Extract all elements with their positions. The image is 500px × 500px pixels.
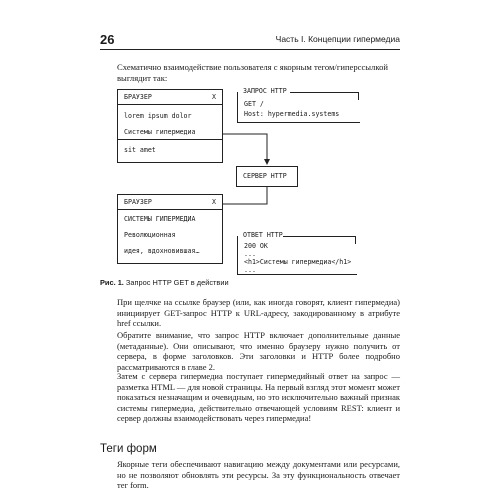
response-ellipsis: ... — [244, 266, 256, 274]
http-server-box — [236, 166, 298, 187]
body-text: идея, вдохновившая… — [124, 247, 200, 255]
request-host: Host: hypermedia.systems — [244, 110, 340, 118]
request-box-top-rule — [290, 92, 359, 93]
request-line: GET / — [244, 100, 264, 108]
caption-text: Запрос HTTP GET в действии — [125, 278, 229, 287]
response-status: 200 OK — [244, 242, 268, 250]
paragraph-2: Обратите внимание, что запрос HTTP включает дополнительные данные (метаданные). Они описывают, что именно браузеру нужно получить от сервера, в форме заголовков. Эти заголовки и HTTP более подробно рассматриваются в главе 2. — [117, 330, 400, 372]
request-box-right-rule — [358, 92, 359, 100]
body-text: sit amet — [124, 146, 156, 154]
page-number: 26 — [100, 32, 115, 47]
request-title: ЗАПРОС HTTP — [243, 87, 287, 95]
section-title: Теги форм — [100, 443, 157, 455]
title-divider — [118, 104, 222, 105]
close-icon: X — [212, 93, 216, 101]
browser-title: БРАУЗЕР — [124, 198, 152, 206]
browser-window-2 — [117, 194, 223, 264]
response-ellipsis: ... — [244, 250, 256, 258]
link-underline — [118, 139, 222, 140]
hyperlink: Системы гипермедиа — [124, 128, 196, 136]
http-request-box — [237, 87, 360, 123]
response-title: ОТВЕТ HTTP — [243, 231, 283, 239]
page-heading: СИСТЕМЫ ГИПЕРМЕДИА — [124, 215, 196, 223]
figure-caption — [100, 278, 229, 287]
browser-title: БРАУЗЕР — [124, 93, 152, 101]
body-text: Революционная — [124, 231, 176, 239]
intro-text: Схематично взаимодействие пользователя с якорным тегом/гиперссылкой выглядит так: — [117, 62, 388, 83]
paragraph-3: Затем с сервера гипермедиа поступает гипермедийный ответ на запрос — разметка HTML — для новой страницы. На первый взгляд этот момент может показаться незначащим и очевидным, но это исключительно важный признак системы гипермедиа, действительно отвечающей условиям REST: клиент и сервер должны взаимодействовать через гипермедиа! — [117, 371, 400, 424]
response-box-right-rule — [355, 236, 356, 244]
server-label: СЕРВЕР HTTP — [243, 172, 287, 180]
paragraph-4: Якорные теги обеспечивают навигацию между документами или ресурсами, но не позволяют обновлять эти ресурсы. За эту функциональность отвечает тег form. — [117, 459, 400, 491]
response-body: <h1>Системы гипермедиа</h1> — [244, 258, 352, 266]
http-response-box — [237, 231, 357, 275]
caption-label: Рис. 1. — [100, 278, 124, 287]
running-head: Часть I. Концепции гипермедиа — [275, 34, 400, 44]
response-box-top-rule — [283, 236, 356, 237]
body-text: lorem ipsum dolor — [124, 112, 192, 120]
browser-window-1 — [117, 89, 223, 163]
paragraph-1: При щелчке на ссылке браузер (или, как иногда говорят, клиент гипермедиа) инициирует GET-запрос HTTP к URL-адресу, закодированному в атрибуте href ссылки. — [117, 297, 400, 329]
close-icon: X — [212, 198, 216, 206]
title-divider — [118, 209, 222, 210]
